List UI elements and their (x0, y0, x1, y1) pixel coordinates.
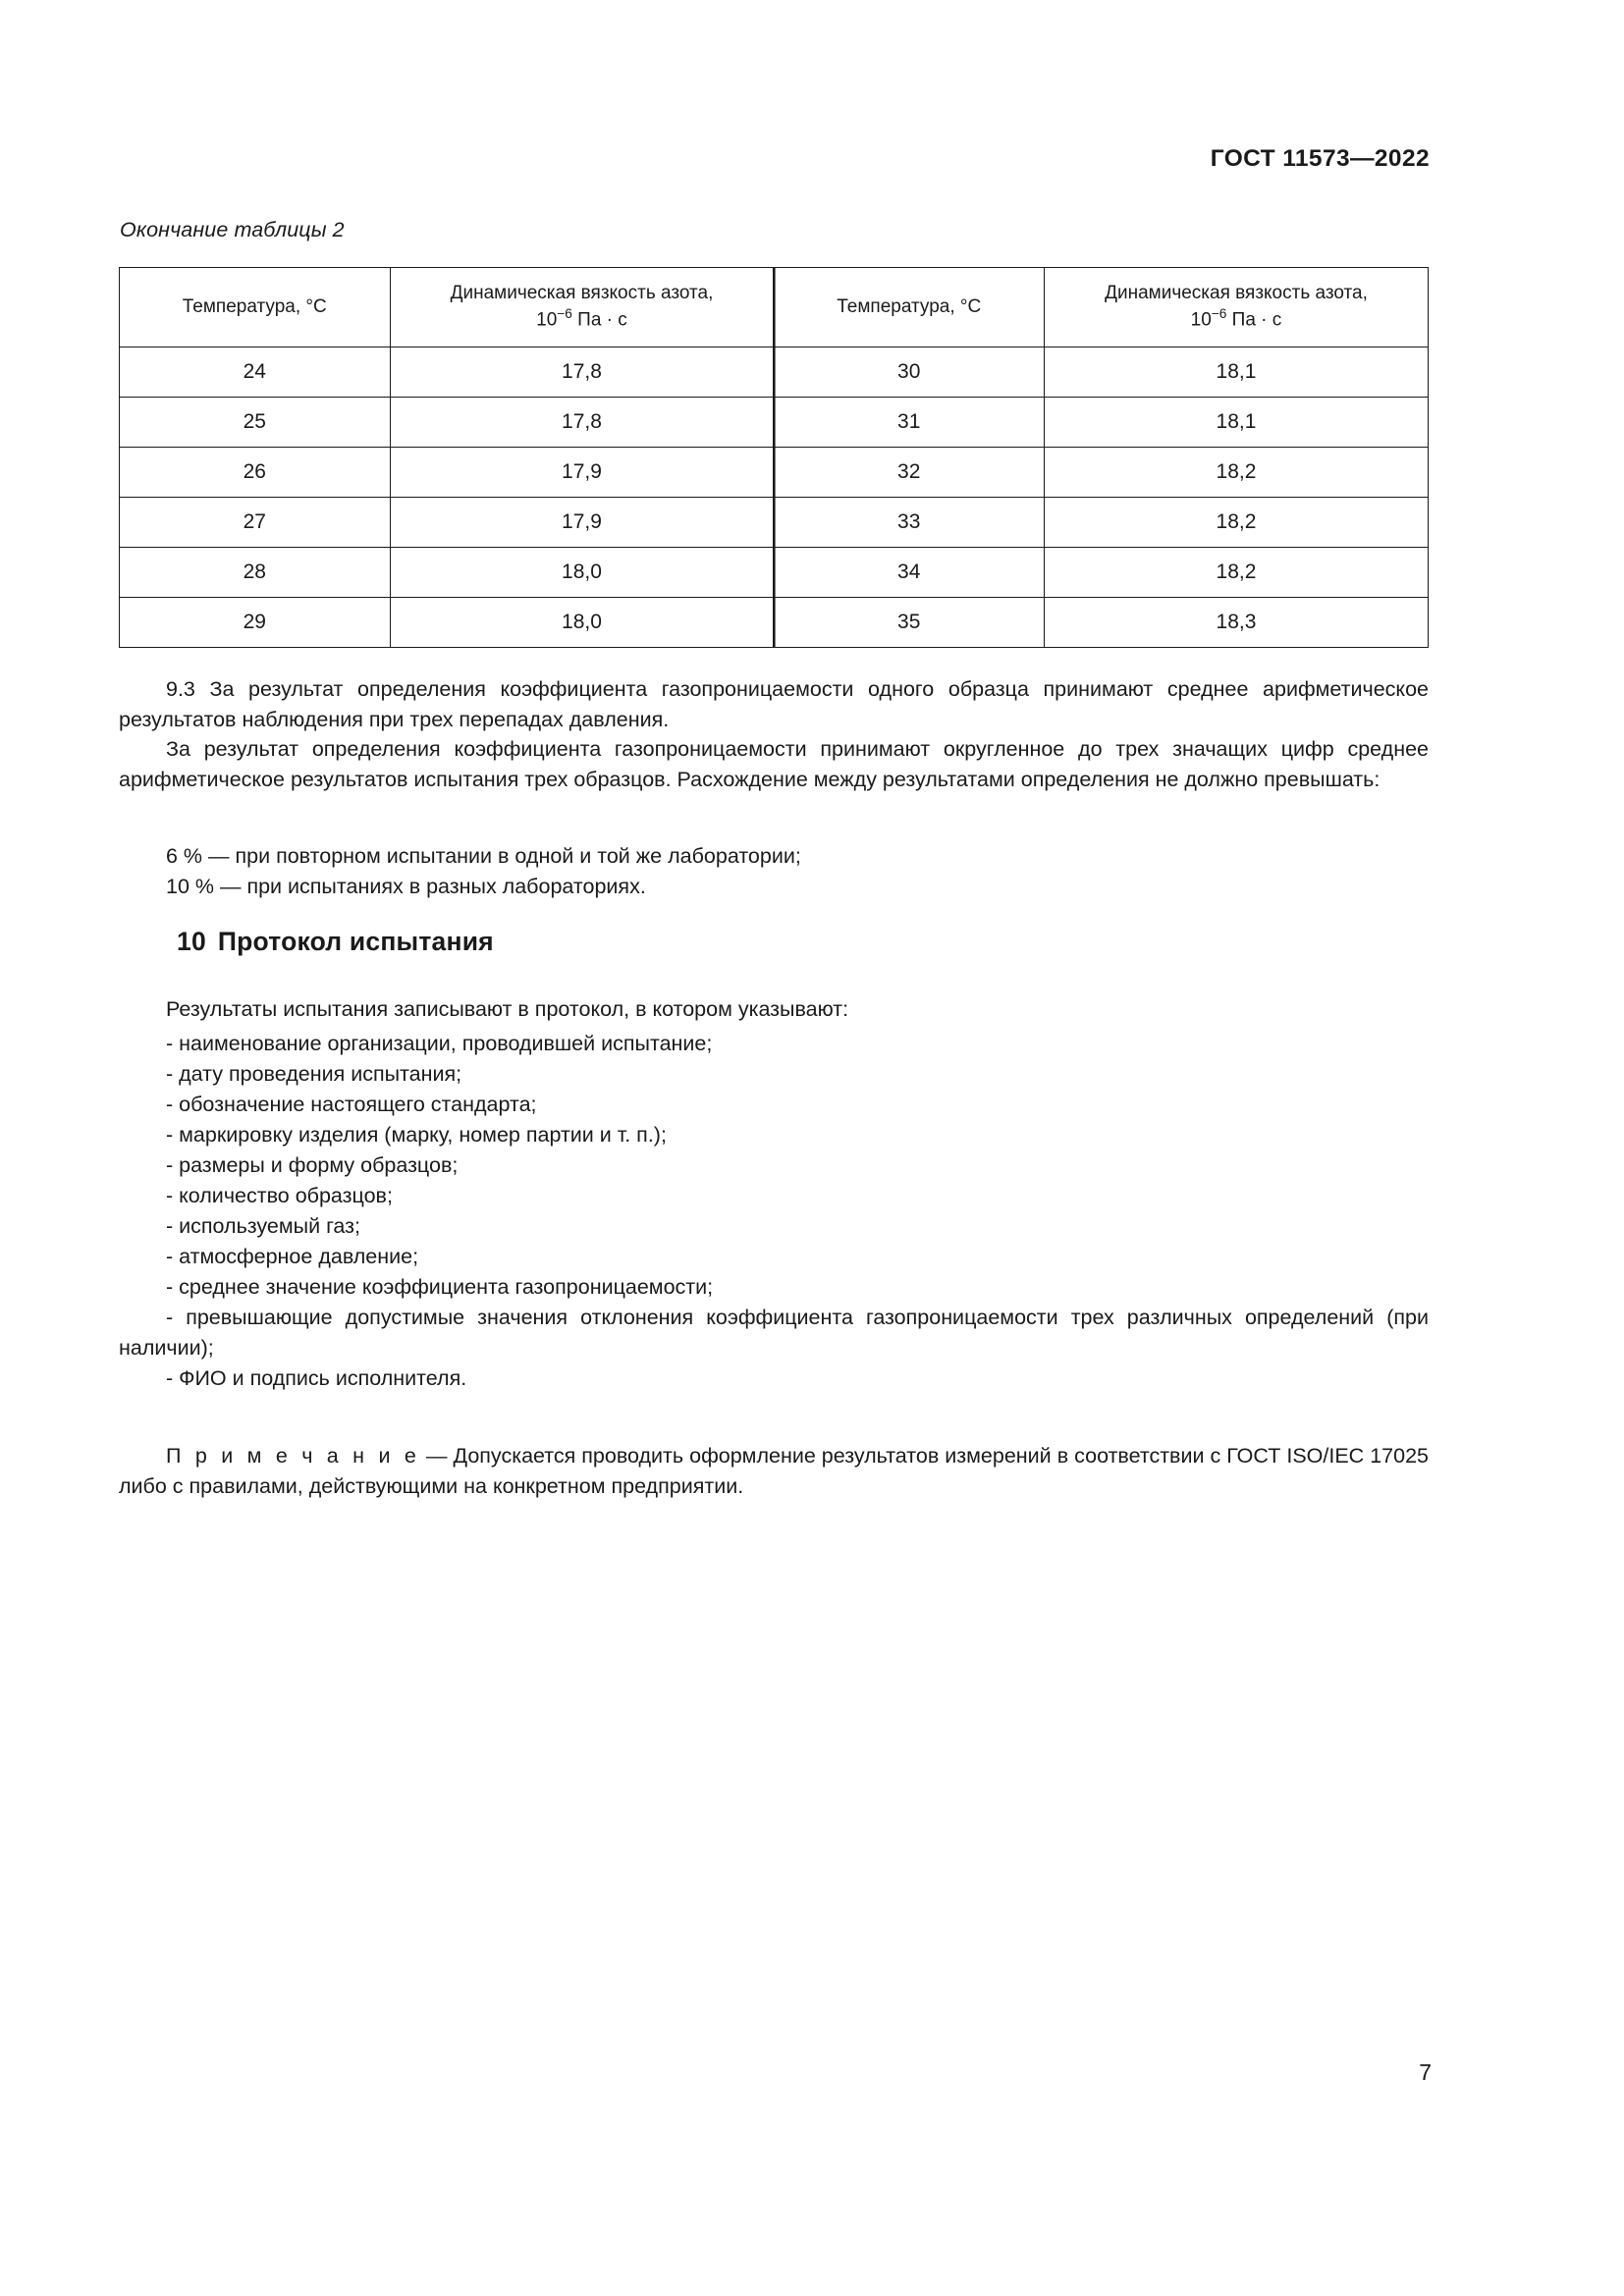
cell-viscosity-left: 17,9 (390, 448, 774, 498)
section-intro: Результаты испытания записывают в протокол, в котором указывают: (166, 997, 849, 1021)
list-item: - превышающие допустимые значения отклонения коэффициента газопроницаемости трех различных определений (при наличии); (119, 1306, 1429, 1360)
column-header-viscosity-right-line1: Динамическая вязкость азота, (1105, 283, 1368, 304)
column-header-temperature-left-label: Температура, °C (182, 295, 327, 317)
cell-viscosity-right: 18,2 (1044, 498, 1428, 548)
column-header-viscosity-right-line2 (1051, 305, 1422, 333)
cell-temperature-right: 30 (774, 347, 1045, 398)
cell-viscosity-left: 17,9 (390, 498, 774, 548)
table-row (120, 598, 1429, 648)
column-header-temperature-right (774, 268, 1045, 347)
section-title: Протокол испытания (217, 927, 494, 956)
cell-temperature-right: 31 (774, 398, 1045, 448)
table-row (120, 398, 1429, 448)
viscosity-table (119, 267, 1429, 648)
column-header-viscosity-right (1044, 268, 1428, 347)
section-intro-container (119, 994, 1429, 1025)
note-text: Допускается проводить оформление результатов измерений в соответствии с ГОСТ ISO/IEC 17025 либо с правилами, действующими на конкретном предприятии. (119, 1444, 1429, 1498)
list-item: - маркировку изделия (марку, номер партии и т. п.); (166, 1123, 667, 1147)
cell-viscosity-left: 17,8 (390, 398, 774, 448)
cell-temperature-right: 32 (774, 448, 1045, 498)
note-container (119, 1441, 1429, 1501)
viscosity-left-base: 10 (536, 309, 558, 331)
column-header-viscosity-left-line1: Динамическая вязкость азота, (450, 283, 714, 304)
document-header-standard-number: ГОСТ 11573—2022 (1210, 145, 1430, 172)
note-label: П р и м е ч а н и е (166, 1444, 421, 1468)
cell-viscosity-left: 18,0 (390, 598, 774, 648)
table-row (120, 548, 1429, 598)
cell-temperature-left: 27 (120, 498, 391, 548)
list-item: - ФИО и подпись исполнителя. (166, 1366, 467, 1390)
table-row (120, 448, 1429, 498)
list-item: - используемый газ; (166, 1214, 360, 1238)
note-dash: — (420, 1444, 454, 1468)
cell-temperature-left: 24 (120, 347, 391, 398)
cell-temperature-left: 26 (120, 448, 391, 498)
paragraph-average: За результат определения коэффициента газопроницаемости принимают округленное до трех значащих цифр среднее арифметическое результатов испытания трех образцов. Расхождение между результатами определения не должно превышать: (119, 737, 1429, 791)
viscosity-left-unit: Па · с (571, 309, 627, 331)
table-row (120, 347, 1429, 398)
paragraph-10-percent: 10 % — при испытаниях в разных лабораториях. (166, 875, 646, 898)
cell-viscosity-left: 17,8 (390, 347, 774, 398)
note-paragraph (119, 1441, 1429, 1501)
column-header-temperature-right-label: Температура, °C (837, 295, 982, 317)
column-header-viscosity-left-line2 (397, 305, 768, 333)
table-header-row (120, 268, 1429, 347)
cell-viscosity-left: 18,0 (390, 548, 774, 598)
cell-viscosity-right: 18,2 (1044, 548, 1428, 598)
paragraph-6-percent-container (119, 841, 1429, 872)
section-heading-10 (177, 927, 494, 957)
viscosity-table-container (119, 267, 1429, 648)
cell-viscosity-right: 18,1 (1044, 398, 1428, 448)
list-item: - размеры и форму образцов; (166, 1153, 459, 1177)
table-row (120, 498, 1429, 548)
list-item: - дату проведения испытания; (166, 1062, 462, 1086)
list-item: - наименование организации, проводившей испытание; (166, 1032, 713, 1055)
paragraph-9-3-container (119, 674, 1429, 734)
table-body (120, 347, 1429, 648)
cell-temperature-right: 34 (774, 548, 1045, 598)
viscosity-right-unit: Па · с (1226, 309, 1282, 331)
list-item: - количество образцов; (166, 1184, 393, 1207)
column-header-temperature-left (120, 268, 391, 347)
cell-viscosity-right: 18,1 (1044, 347, 1428, 398)
paragraph-average-container (119, 734, 1429, 794)
cell-temperature-right: 35 (774, 598, 1045, 648)
section-number: 10 (177, 927, 206, 956)
cell-temperature-left: 28 (120, 548, 391, 598)
viscosity-right-exponent: −6 (1211, 306, 1227, 322)
cell-temperature-left: 29 (120, 598, 391, 648)
table-header (120, 268, 1429, 347)
cell-temperature-right: 33 (774, 498, 1045, 548)
protocol-items-list (119, 1029, 1429, 1394)
cell-temperature-left: 25 (120, 398, 391, 448)
viscosity-right-base: 10 (1190, 309, 1212, 331)
list-item: - среднее значение коэффициента газопроницаемости; (166, 1275, 714, 1299)
paragraph-6-percent: 6 % — при повторном испытании в одной и той же лаборатории; (166, 844, 801, 868)
list-item: - атмосферное давление; (166, 1245, 419, 1268)
page-number: 7 (1419, 2059, 1432, 2085)
cell-viscosity-right: 18,2 (1044, 448, 1428, 498)
table-caption: Окончание таблицы 2 (120, 218, 345, 241)
list-item: - обозначение настоящего стандарта; (166, 1093, 537, 1116)
paragraph-10-percent-container (119, 872, 1429, 902)
cell-viscosity-right: 18,3 (1044, 598, 1428, 648)
column-header-viscosity-left (390, 268, 774, 347)
viscosity-left-exponent: −6 (557, 306, 572, 322)
paragraph-9-3: 9.3 За результат определения коэффициента газопроницаемости одного образца принимают среднее арифметическое результатов наблюдения при трех перепадах давления. (119, 677, 1429, 731)
